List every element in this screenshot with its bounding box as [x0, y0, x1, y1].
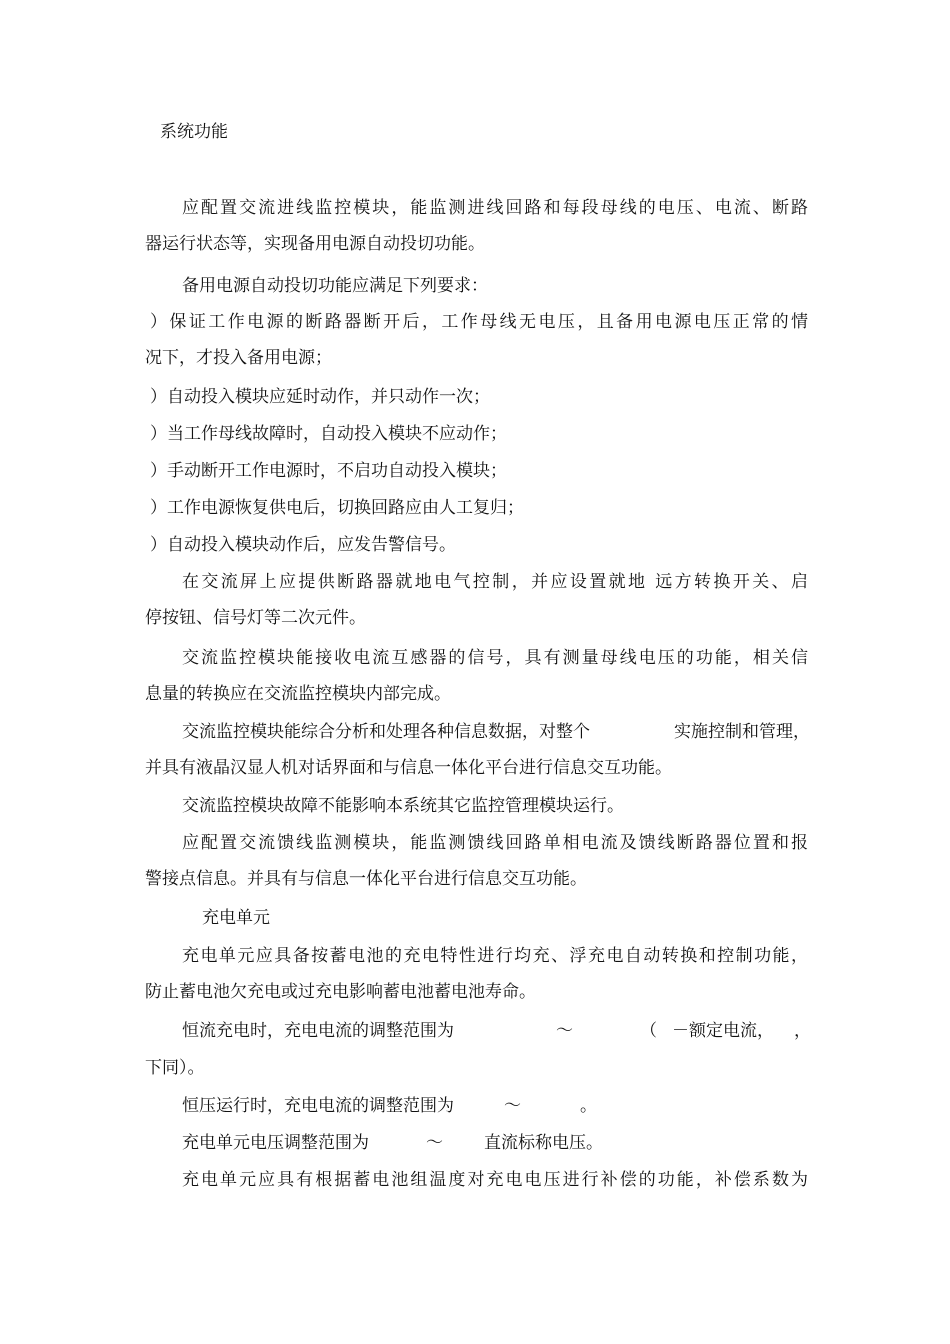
section-title: 系统功能 [160, 122, 228, 142]
paragraph-fragment: 。 [580, 1096, 597, 1116]
paragraph-line: 充电单元应具备按蓄电池的充电特性进行均充、浮充电自动转换和控制功能， [182, 946, 808, 966]
paragraph-line: 在交流屏上应提供断路器就地电气控制，并应设置就地 远方转换开关、启 [182, 572, 808, 592]
range-tilde: ～ [426, 1133, 443, 1153]
paragraph-line: 停按钮、信号灯等二次元件。 [145, 608, 366, 628]
paragraph-line: 应配置交流馈线监测模块，能监测馈线回路单相电流及馈线断路器位置和报 [182, 833, 808, 853]
paragraph-line: 并具有液晶汉显人机对话界面和与信息一体化平台进行信息交互功能。 [145, 758, 672, 778]
paragraph-fragment: ， [794, 1021, 811, 1041]
paragraph-line: 恒流充电时，充电电流的调整范围为 [182, 1021, 454, 1041]
subsection-title: 充电单元 [202, 908, 270, 928]
list-item: ）工作电源恢复供电后，切换回路应由人工复归； [150, 498, 524, 518]
range-tilde: ～ [556, 1021, 573, 1041]
paragraph-line: 息量的转换应在交流监控模块内部完成。 [145, 684, 451, 704]
paragraph-line: 充电单元电压调整范围为 [182, 1133, 369, 1153]
paragraph-line: 备用电源自动投切功能应满足下列要求： [182, 276, 488, 296]
paragraph-line-fragment: 实施控制和管理， [674, 722, 810, 742]
list-item-line: ）保证工作电源的断路器断开后，工作母线无电压，且备用电源电压正常的情 [150, 312, 808, 332]
paragraph-line: 应配置交流进线监控模块，能监测进线回路和每段母线的电压、电流、断路 [182, 198, 808, 218]
paragraph-line: 交流监控模块能接收电流互感器的信号，具有测量母线电压的功能，相关信 [182, 648, 808, 668]
paragraph-line: 警接点信息。并具有与信息一体化平台进行信息交互功能。 [145, 869, 587, 889]
list-item-line: 况下，才投入备用电源； [145, 348, 332, 368]
paragraph-line: 恒压运行时，充电电流的调整范围为 [182, 1096, 454, 1116]
paragraph-fragment: 直流标称电压。 [484, 1133, 603, 1153]
range-tilde: ～ [504, 1096, 521, 1116]
paragraph-line: 防止蓄电池欠充电或过充电影响蓄电池蓄电池寿命。 [145, 982, 536, 1002]
list-item: ）自动投入模块应延时动作，并只动作一次； [150, 387, 490, 407]
list-item: ）当工作母线故障时，自动投入模块不应动作； [150, 424, 507, 444]
list-item: ）自动投入模块动作后，应发告警信号。 [150, 535, 456, 555]
paragraph-line: 交流监控模块故障不能影响本系统其它监控管理模块运行。 [182, 796, 624, 816]
list-item: ）手动断开工作电源时，不启功自动投入模块； [150, 461, 507, 481]
paragraph-line: 充电单元应具有根据蓄电池组温度对充电电压进行补偿的功能，补偿系数为 [182, 1170, 808, 1190]
paragraph-fragment: （ [640, 1021, 657, 1041]
paragraph-line: 交流监控模块能综合分析和处理各种信息数据，对整个 [182, 722, 590, 742]
paragraph-line: 器运行状态等，实现备用电源自动投切功能。 [145, 234, 485, 254]
paragraph-fragment: －额定电流， [672, 1021, 774, 1041]
paragraph-line: 下同）。 [145, 1058, 205, 1078]
